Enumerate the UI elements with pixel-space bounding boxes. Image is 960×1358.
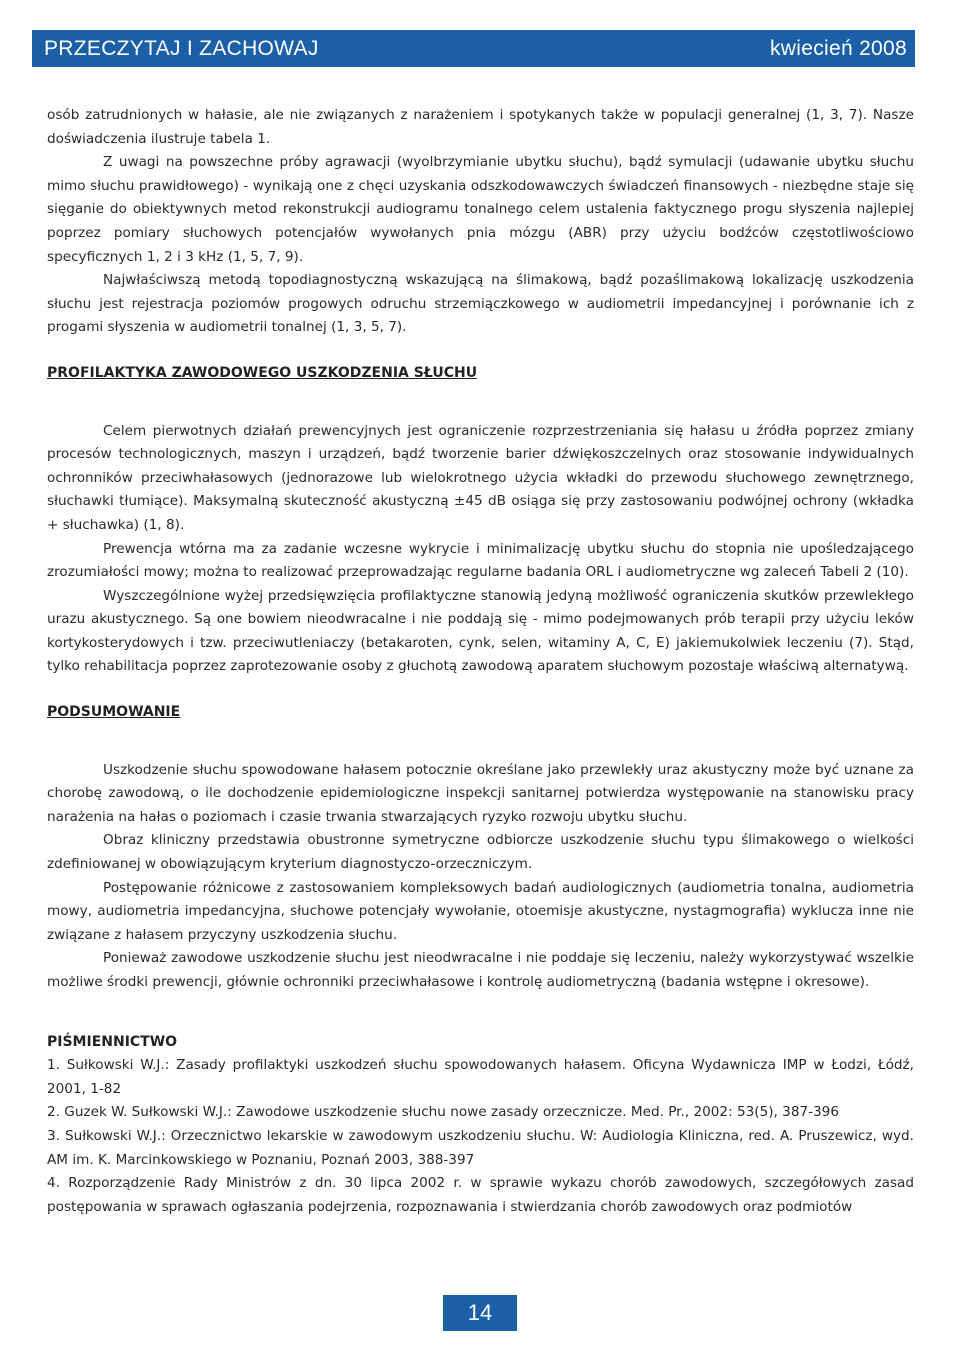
profilaktyka-paragraph-2: Prewencja wtórna ma za zadanie wczesne wykrycie i minimalizację ubytku słuchu do stopnia nie upośledzającego zrozumiałości mowy; można to realizować przeprowadzając regularne badania ORL i audiometryczne wg zaleceń Tabeli 2 (10). (47, 540, 914, 581)
reference-item: 4. Rozporządzenie Rady Ministrów z dn. 30 lipca 2002 r. w sprawie wykazu chorób zawodowych, szczegółowych zasad postępowania w sprawach ogłaszania podejrzenia, rozpoznawania i stwierdzania chorób zawodowych oraz podmiotów (47, 1175, 914, 1215)
intro-paragraph-3: Najwłaściwszą metodą topodiagnostyczną wskazującą na ślimakową, bądź pozaślimakową lokalizację uszkodzenia słuchu jest rejestracja poziomów progowych odruchu strzemiączkowego w audiometrii impedancyjnej i porównanie ich z progami słyszenia w audiometrii tonalnej (1, 3, 5, 7). (47, 272, 914, 336)
reference-item: 3. Sułkowski W.J.: Orzecznictwo lekarskie w zawodowym uszkodzeniu słuchu. W: Audiologia Kliniczna, red. A. Pruszewicz, wyd. AM im. K. Marcinkowskiego w Poznaniu, Poznań 2003, 388-397 (47, 1127, 914, 1168)
podsumowanie-paragraph-3: Postępowanie różnicowe z zastosowaniem kompleksowych badań audiologicznych (audiometria tonalna, audiometria mowy, audiometria impedancyjna, słuchowe potencjały wywołanie, otoemisje akustyczne, nystagmografia) wyklucza inne nie związane z hałasem przyczyny uszkodzenia słuchu. (47, 879, 914, 943)
intro-paragraph-1: osób zatrudnionych w hałasie, ale nie związanych z narażeniem i spotykanych także w populacji generalnej (1, 3, 7). Nasze doświadczenia ilustruje tabela 1. (47, 107, 914, 147)
section-heading-profilaktyka: PROFILAKTYKA ZAWODOWEGO USZKODZENIA SŁUCHU (47, 364, 478, 381)
header-title: PRZECZYTAJ I ZACHOWAJ (44, 36, 319, 60)
podsumowanie-paragraph-4: Ponieważ zawodowe uszkodzenie słuchu jest nieodwracalne i nie poddaje się leczeniu, należy wykorzystywać wszelkie możliwe środki prewencji, głównie ochronniki przeciwhałasowe i kontrolę audiometryczną (badania wstępne i okresowe). (47, 950, 914, 990)
page-header (32, 30, 915, 67)
page-number-label: 14 (467, 1300, 493, 1325)
reference-item: 2. Guzek W. Sułkowski W.J.: Zawodowe uszkodzenie słuchu nowe zasady orzecznicze. Med. Pr., 2002: 53(5), 387-396 (47, 1104, 839, 1121)
section-heading-podsumowanie: PODSUMOWANIE (47, 704, 181, 721)
reference-item: 1. Sułkowski W.J.: Zasady profilaktyki uszkodzeń słuchu spowodowanych hałasem. Oficyna Wydawnicza IMP w Łodzi, Łódź, 2001, 1-82 (47, 1057, 914, 1097)
references-section (47, 1031, 914, 1220)
profilaktyka-paragraph-3: Wyszczególnione wyżej przedsięwzięcia profilaktyczne stanowią jedyną możliwość ograniczenia skutków przewlekłego urazu akustycznego. Są one bowiem nieodwracalne i nie poddają się - mimo podejmowanych prób terapii przy użyciu leków kortykosterydowych i tzw. przeciwutleniaczy (betakaroten, cynk, selen, witaminy A, C, E) jakiemukolwiek leczeniu (7). Stąd, tylko rehabilitacja poprzez zaprotezowanie osoby z głuchotą zawodową aparatem słuchowym pozostaje właściwą alternatywą. (47, 587, 914, 675)
profilaktyka-paragraph-1: Celem pierwotnych działań prewencyjnych jest ograniczenie rozprzestrzeniania się hałasu u źródła poprzez zmiany procesów technologicznych, maszyn i urządzeń, bądź tworzenie barier dźwiękoszczelnych oraz stosowanie indywidualnych ochronników przeciwhałasowych (jednorazowe lub wielokrotnego użycia wkładki do przewodu słuchowego zewnętrznego, słuchawki tłumiące). Maksymalną skuteczność akustyczną ±45 dB osiąga się przy zastosowaniu podwójnej ochrony (wkładka + słuchawka) (1, 8). (47, 422, 914, 533)
podsumowanie-paragraph-2: Obraz kliniczny przedstawia obustronne symetryczne odbiorcze uszkodzenie słuchu typu ślimakowego o wielkości zdefiniowanej w obowiązującym kryterium diagnostyczo-orzeczniczym. (47, 832, 914, 873)
page-number (443, 1295, 517, 1331)
intro-paragraph-2: Z uwagi na powszechne próby agrawacji (wyolbrzymianie ubytku słuchu), bądź symulacji (udawanie ubytku słuchu mimo słuchu prawidłowego) - wynikają one z chęci uzyskania odszkodowawczych świadczeń finansowych - niezbędne staje się sięganie do obiektywnych metod rekonstrukcji audiogramu tonalnego celem ustalenia faktycznego progu słyszenia najlepiej poprzez pomiary słuchowych potencjałów wywołanych pnia mózgu (ABR) przy użyciu bodźców częstotliwościowo specyficznych 1, 2 i 3 kHz (1, 5, 7, 9). (47, 154, 914, 265)
podsumowanie-paragraph-1: Uszkodzenie słuchu spowodowane hałasem potocznie określane jako przewlekły uraz akustyczny może być uznane za chorobę zawodową, o ile dochodzenie epidemiologiczne inspekcji sanitarnej potwierdza występowanie na stanowisku pracy narażenia na hałas o poziomach i czasie trwania stwarzających ryzyko rozwoju ubytku słuchu. (47, 761, 914, 825)
article-body (47, 104, 914, 1219)
header-date: kwiecień 2008 (770, 36, 907, 60)
section-heading-references: PIŚMIENNICTWO (47, 1033, 178, 1050)
